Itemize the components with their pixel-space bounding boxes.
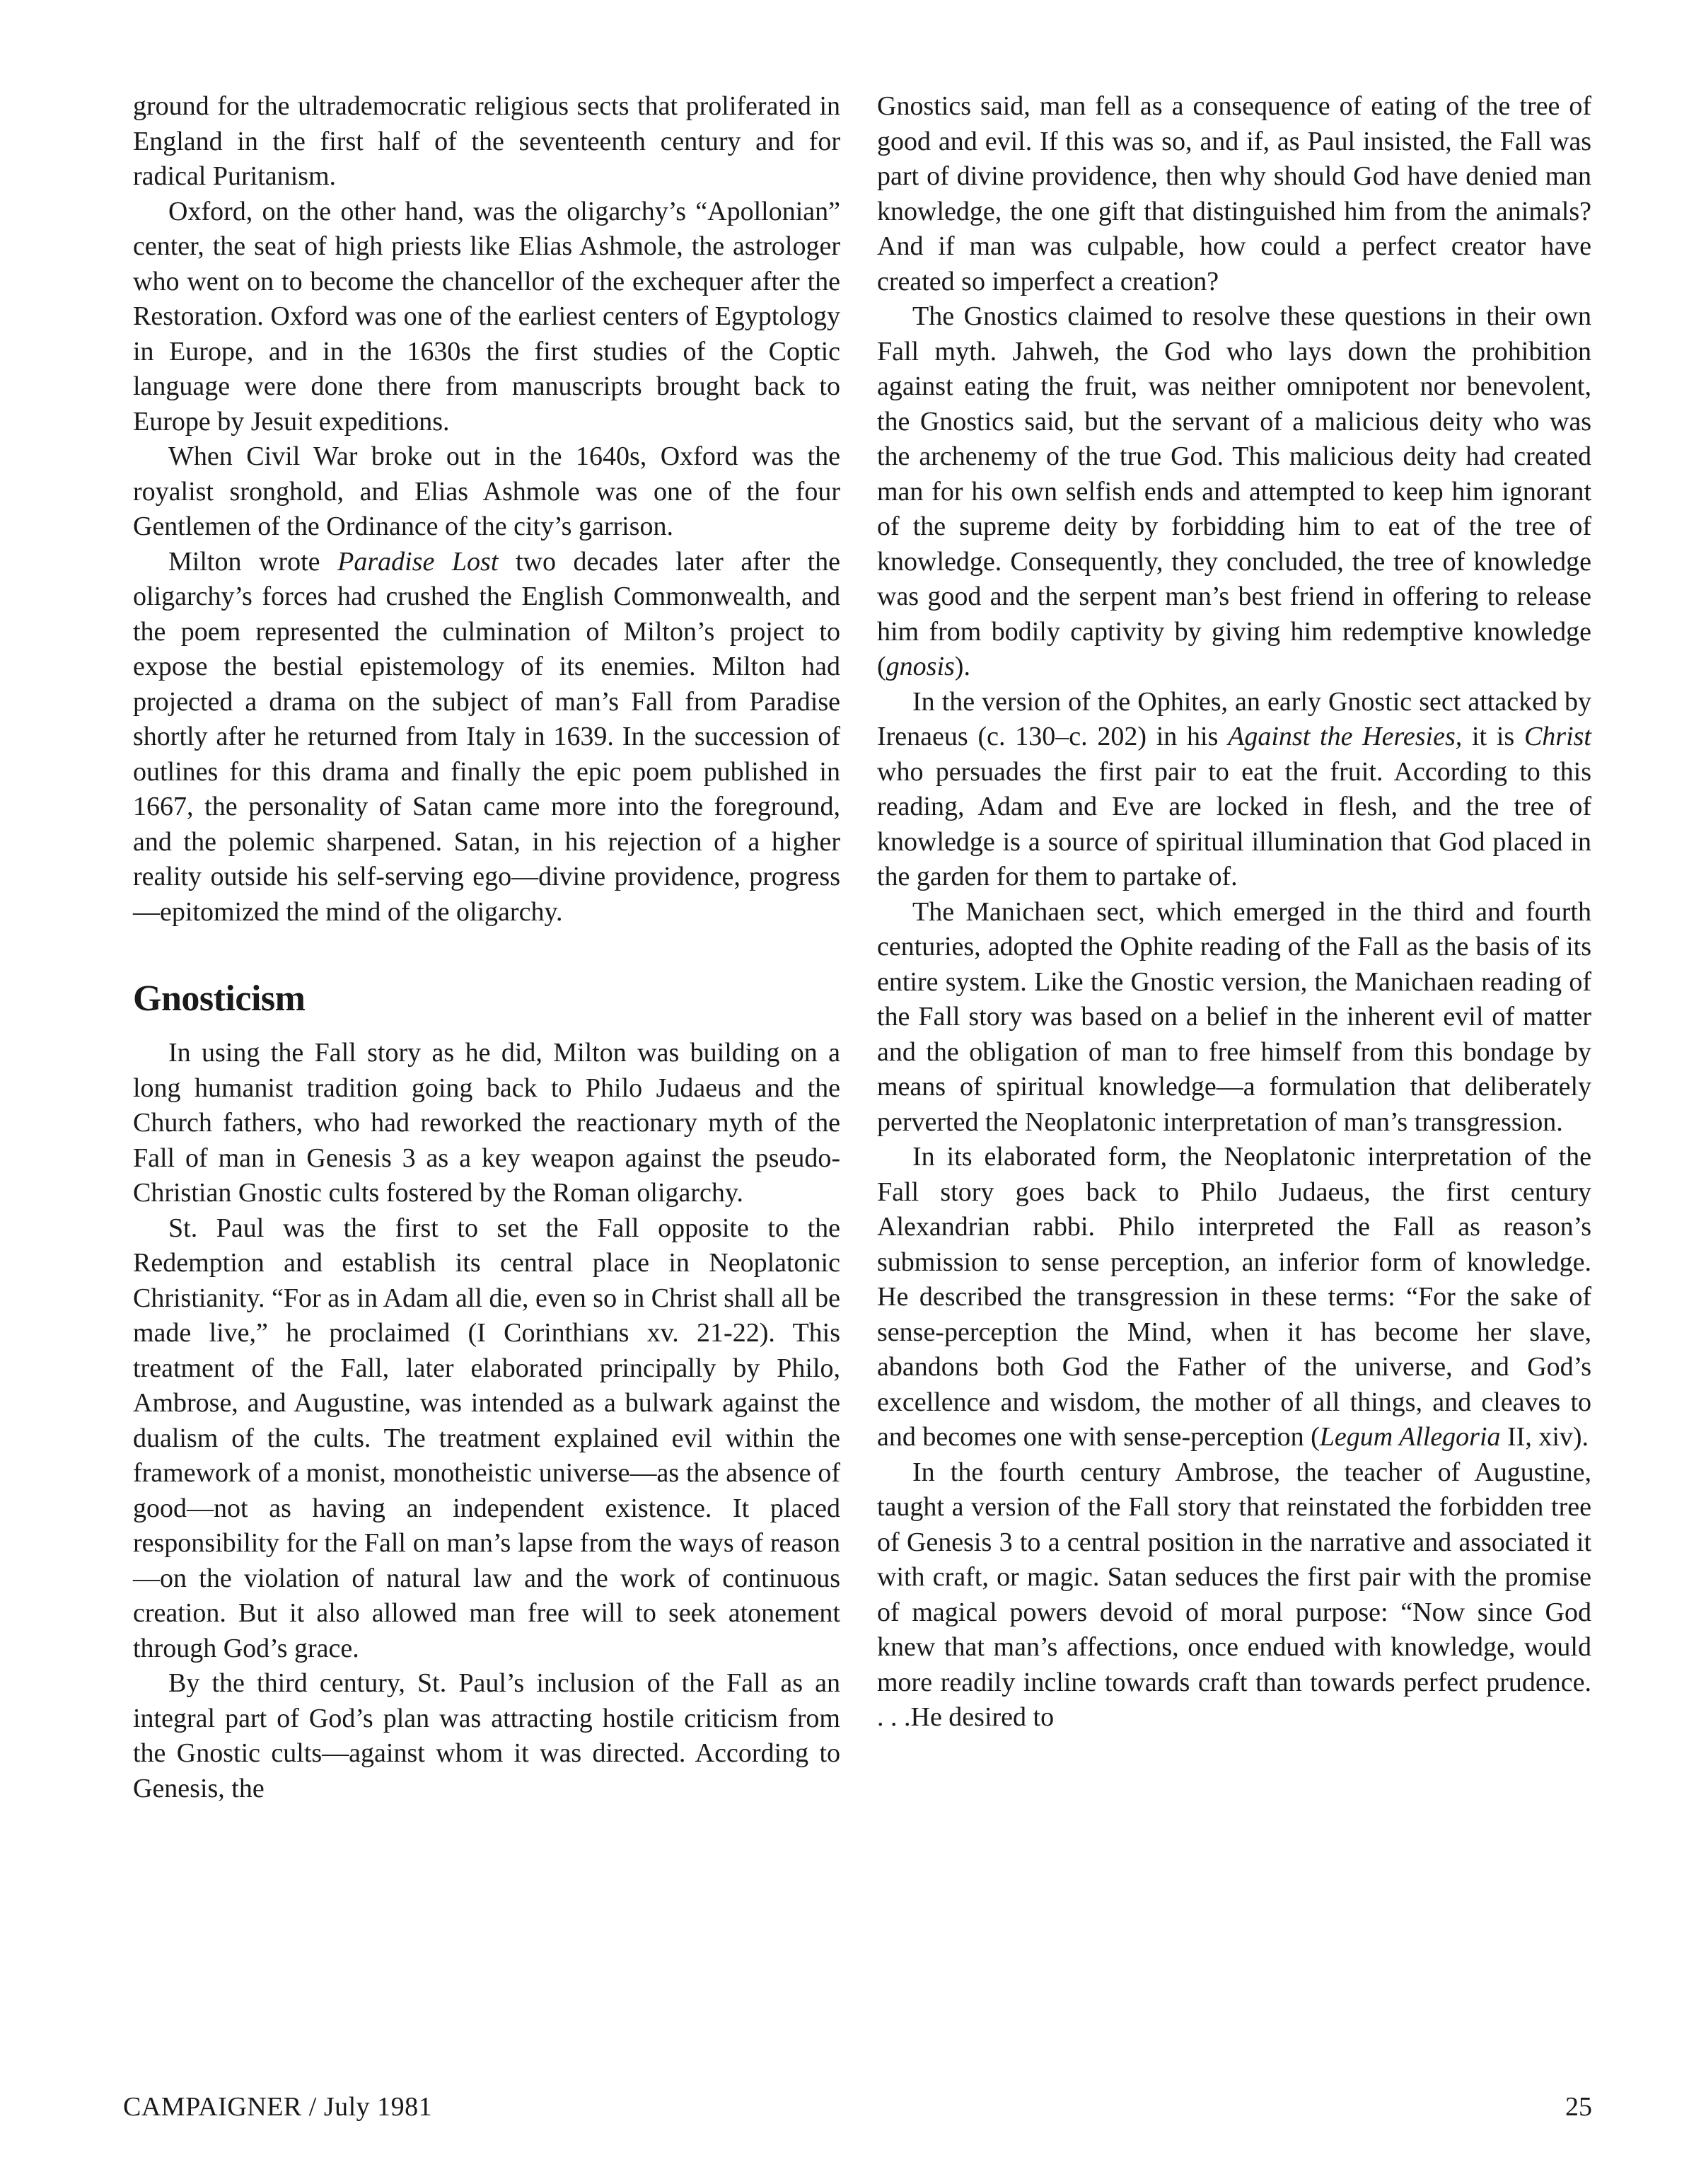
page-footer bbox=[123, 2086, 1592, 2128]
section-heading: Gnosticism bbox=[133, 978, 306, 1019]
paragraph bbox=[877, 299, 1591, 685]
paragraph: When Civil War broke out in the 1640s, Oxford was the royalist sronghold, and Elias Ashmole was one of the four Gentlemen of the Ordinance of the city’s garrison. bbox=[133, 441, 840, 541]
paragraph: In the fourth century Ambrose, the teacher of Augustine, taught a version of the Fall story that reinstated the forbidden tree of Genesis 3 to a central position in the narrative and associated it with craft, or magic. Satan seduces the first pair with the promise of magical powers devoid of moral purpose: “Now since God knew that man’s affections, once endued with knowledge, would more readily incline towards craft than towards perfect prudence. . . .He desired to bbox=[877, 1457, 1591, 1732]
text-run: who persuades the first pair to eat the fruit. According to this reading, Adam and Eve are locked in flesh, and the tree of knowledge is a source of spiritual illumination that God placed in the garden for them to partake of. bbox=[877, 756, 1591, 891]
italic-term: gnosis bbox=[886, 652, 955, 681]
publication-credit: CAMPAIGNER / July 1981 bbox=[123, 2092, 433, 2122]
text-run: Milton wrote bbox=[168, 546, 338, 577]
paragraph: Gnostics said, man fell as a consequence of eating of the tree of good and evil. If this was so, and if, as Paul insisted, the Fall was part of divine providence, then why should God have denied man knowledge, the one gift that distinguished him from the animals? And if man was culpable, how could a perfect creator have created so imperfect a creation? bbox=[877, 91, 1591, 296]
paragraph: ground for the ultrademocratic religious sects that proliferated in England in the first half of the seventeenth century and for radical Puritanism. bbox=[133, 91, 840, 191]
page-number: 25 bbox=[1565, 2092, 1592, 2122]
paragraph: The Manichaen sect, which emerged in the third and fourth centuries, adopted the Ophite reading of the Fall as the basis of its entire system. Like the Gnostic version, the Manichaen reading of the Fall story was based on a belief in the inherent evil of matter and the obligation of man to free himself from this bondage by means of spiritual knowledge—a formulation that deliberately perverted the Neoplatonic interpretation of man’s transgression. bbox=[877, 896, 1591, 1137]
book-title: Against the Heresies, bbox=[1228, 722, 1463, 751]
text-run: II, xiv). bbox=[1500, 1422, 1589, 1452]
paragraph: In using the Fall story as he did, Milton was building on a long humanist tradition going back to Philo Judaeus and the Church fathers, who had reworked the reactionary myth of the Fall of man in Genesis 3 as a key weapon against the pseudo-Christian Gnostic cults fostered by the Roman oligarchy. bbox=[133, 1038, 840, 1208]
italic-term: Christ bbox=[1523, 722, 1591, 751]
paragraph bbox=[877, 685, 1591, 895]
text-run: In the version of the Ophites, an early Gnostic sect attacked by Irenaeus (c. 130–c. 202) in his bbox=[877, 686, 1591, 751]
text-run: In its elaborated form, the Neoplatonic interpretation of the Fall story goes back to Philo Judaeus, the first century Alexandrian rabbi. Philo interpreted the Fall as reason’s submission to sense perception, an inferior form of knowledge. He described the transgression in these terms: “For the sake of sense-perception the Mind, when it has become her slave, abandons both God the Father of the universe, and God’s excellence and wisdom, the mother of all things, and cleaves to and becomes one with sense-perception ( bbox=[877, 1142, 1591, 1452]
left-column bbox=[133, 89, 840, 1806]
text-run: ). bbox=[954, 652, 970, 681]
paragraph bbox=[133, 545, 840, 930]
book-title: Legum Allegoria bbox=[1319, 1422, 1501, 1452]
paragraph: Oxford, on the other hand, was the oligarchy’s “Apollonian” center, the seat of high priests like Elias Ashmole, the astrologer who went on to become the chancellor of the exchequer after the Restoration. Oxford was one of the earliest centers of Egyptology in Europe, and in the 1630s the first studies of the Coptic language were done there from manuscripts brought back to Europe by Jesuit expeditions. bbox=[133, 196, 840, 437]
text-run: The Gnostics claimed to resolve these questions in their own Fall myth. Jahweh, the God who lays down the prohibition against eating the fruit, was neither omnipotent nor benevolent, the Gnostics said, but the servant of a malicious deity who was the archenemy of the true God. This malicious deity had created man for his own selfish ends and attempted to keep him ignorant of the supreme deity by forbidding him to eat of the tree of knowledge. Consequently, they concluded, the tree of knowledge was good and the serpent man’s best friend in offering to release him from bodily captivity by giving him redemptive knowledge ( bbox=[877, 301, 1591, 681]
paragraph: St. Paul was the first to set the Fall opposite to the Redemption and establish its central place in Neoplatonic Christianity. “For as in Adam all die, even so in Christ shall all be made live,” he proclaimed (I Corinthians xv. 21-22). This treatment of the Fall, later elaborated principally by Philo, Ambrose, and Augustine, was intended as a bulwark against the dualism of the cults. The treatment explained evil within the framework of a monist, monotheistic universe—as the absence of good—not as having an independent existence. It placed responsibility for the Fall on man’s lapse from the ways of reason—on the violation of natural law and the work of continuous creation. But it also allowed man free will to seek atonement through God’s grace. bbox=[133, 1213, 840, 1663]
paragraph: By the third century, St. Paul’s inclusion of the Fall as an integral part of God’s plan was attracting hostile criticism from the Gnostic cults—against whom it was directed. According to Genesis, the bbox=[133, 1668, 840, 1803]
text-run: it is bbox=[1462, 722, 1524, 751]
right-column bbox=[877, 89, 1591, 1735]
book-title: Paradise Lost bbox=[337, 546, 499, 577]
text-run: two decades later after the oligarchy’s forces had crushed the English Commonwealth, and the poem represented the culmination of Milton’s project to expose the bestial epistemology of its enemies. Milton had projected a drama on the subject of man’s Fall from Paradise shortly after he returned from Italy in 1639. In the succession of outlines for this drama and finally the epic poem published in 1667, the personality of Satan came more into the foreground, and the polemic sharpened. Satan, in his rejection of a higher reality outside his self-serving ego—divine providence, progress—epitomized the mind of the oligarchy. bbox=[133, 546, 840, 927]
paragraph bbox=[877, 1140, 1591, 1455]
